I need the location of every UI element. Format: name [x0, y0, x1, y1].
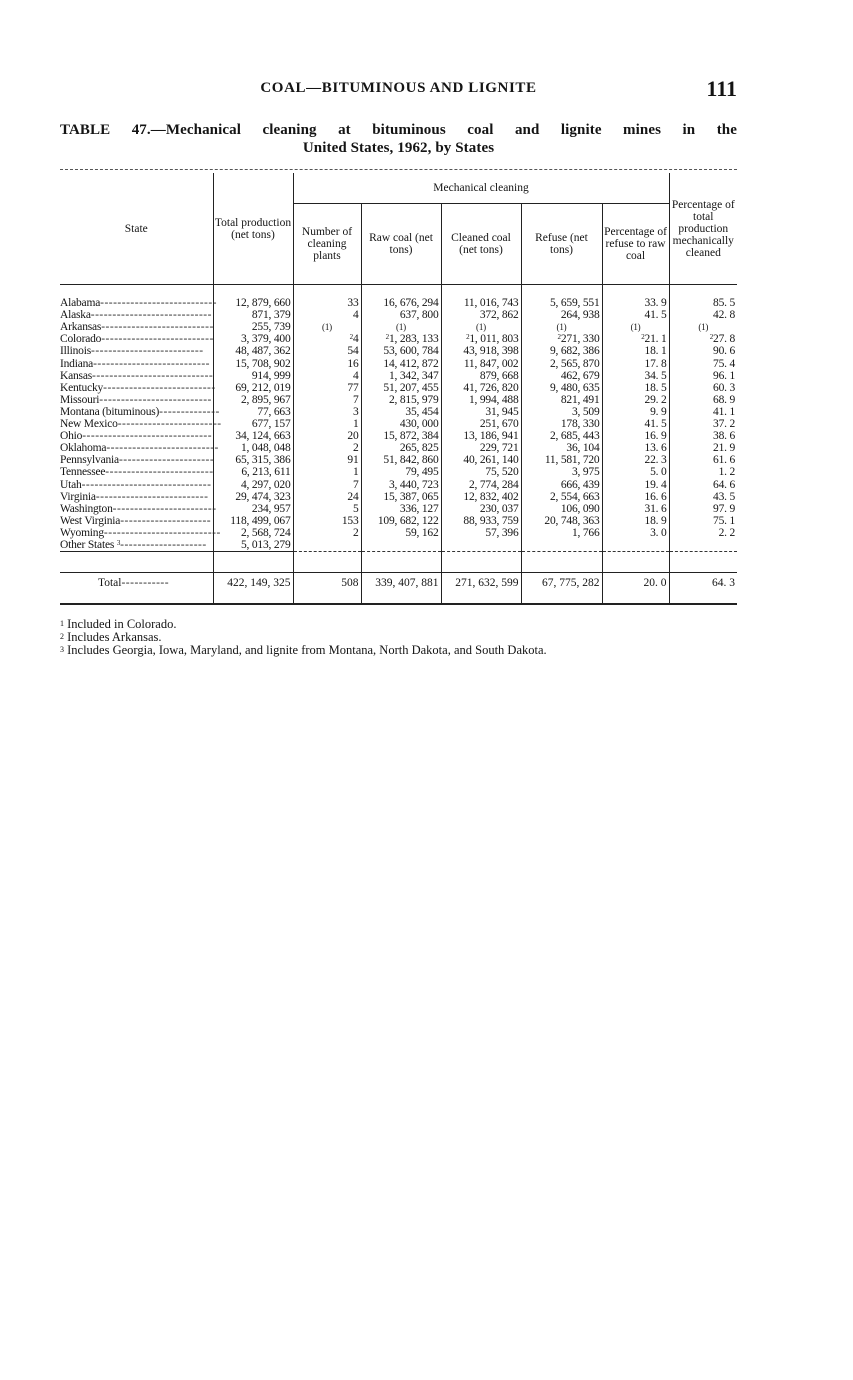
pct-cleaned-cell: $^2$27. 8 — [669, 333, 737, 345]
refuse-cell: $^2$271, 330 — [521, 333, 602, 345]
col-header-raw-coal: Raw coal (net tons) — [361, 204, 441, 285]
state-name: Utah------------------------------ — [60, 478, 212, 491]
table-caption-line-1: TABLE 47.—Mechanical cleaning at bituminous coal and lignite mines in the — [60, 122, 737, 138]
pct-cleaned-cell: 75. 4 — [669, 358, 737, 370]
cleaning-plants-cell: (1) — [293, 321, 361, 333]
cleaning-plants-cell: 16 — [293, 358, 361, 370]
table-row — [60, 515, 737, 527]
cleaning-plants-cell: $^2$4 — [293, 333, 361, 345]
state-name: West Virginia--------------------- — [60, 514, 212, 527]
table-row — [60, 406, 737, 418]
state-name: Ohio------------------------------ — [60, 430, 213, 443]
refuse-pct-cell: (1) — [602, 321, 669, 333]
total-refuse-pct: 20. 0 — [602, 573, 669, 594]
pct-cleaned-cell: 2. 2 — [669, 527, 737, 539]
table-row — [60, 297, 737, 309]
total-production-cell: 5, 013, 279 — [213, 539, 293, 552]
refuse-pct-cell: 41. 5 — [602, 309, 669, 321]
cleaning-plants-cell: 1 — [293, 418, 361, 430]
refuse-pct-cell: 13. 6 — [602, 442, 669, 454]
pct-cleaned-cell: 75. 1 — [669, 515, 737, 527]
state-name: New Mexico------------------------ — [60, 418, 222, 431]
col-header-mechanical-cleaning: Mechanical cleaning — [293, 173, 669, 204]
raw-coal-cell: (1) — [361, 321, 441, 333]
raw-coal-cell: 2, 815, 979 — [361, 394, 441, 406]
footnote-1: $^1$ Included in Colorado. — [60, 617, 177, 631]
cleaning-plants-cell: 91 — [293, 454, 361, 466]
cleaned-coal-cell: 879, 668 — [441, 370, 521, 382]
col-header-cleaning-plants: Number of cleaning plants — [293, 204, 361, 285]
cleaning-plants-cell: 24 — [293, 491, 361, 503]
refuse-pct-cell: 16. 9 — [602, 430, 669, 442]
raw-coal-cell: 336, 127 — [361, 503, 441, 515]
pct-cleaned-cell: 61. 6 — [669, 454, 737, 466]
total-production-cell: 871, 379 — [213, 309, 293, 321]
cleaning-plants-cell: 3 — [293, 406, 361, 418]
table-row — [60, 466, 737, 478]
footnote-2: $^2$ Includes Arkansas. — [60, 630, 162, 644]
refuse-cell: 20, 748, 363 — [521, 515, 602, 527]
total-production-cell: 15, 708, 902 — [213, 358, 293, 370]
cleaned-coal-cell: 75, 520 — [441, 466, 521, 478]
table-row — [60, 382, 737, 394]
pct-cleaned-cell — [669, 539, 737, 552]
pct-cleaned-cell: 1. 2 — [669, 466, 737, 478]
total-production-cell: 69, 212, 019 — [213, 382, 293, 394]
running-title: COAL—BITUMINOUS AND LIGNITE — [260, 80, 537, 96]
cleaning-plants-cell: 33 — [293, 297, 361, 309]
cleaned-coal-cell: $^2$1, 011, 803 — [441, 333, 521, 345]
table-row — [60, 333, 737, 345]
total-label: Total----------- — [60, 573, 213, 594]
table-row — [60, 345, 737, 357]
refuse-cell — [521, 539, 602, 552]
raw-coal-cell: 59, 162 — [361, 527, 441, 539]
refuse-cell: 821, 491 — [521, 394, 602, 406]
refuse-pct-cell: 29. 2 — [602, 394, 669, 406]
refuse-pct-cell: 31. 6 — [602, 503, 669, 515]
table-row — [60, 309, 737, 321]
refuse-pct-cell: 19. 4 — [602, 479, 669, 491]
cleaned-coal-cell: 251, 670 — [441, 418, 521, 430]
state-name: Tennessee------------------------- — [60, 466, 214, 479]
state-name: Washington------------------------ — [60, 502, 217, 515]
table-header — [60, 173, 737, 285]
state-name: Montana (bituminous)-------------- — [60, 405, 220, 418]
total-production-cell: 65, 315, 386 — [213, 454, 293, 466]
cleaned-coal-cell: 1, 994, 488 — [441, 394, 521, 406]
raw-coal-cell: 109, 682, 122 — [361, 515, 441, 527]
state-name: Virginia-------------------------- — [60, 490, 209, 503]
refuse-cell: 106, 090 — [521, 503, 602, 515]
refuse-pct-cell: 18. 5 — [602, 382, 669, 394]
refuse-pct-cell: 33. 9 — [602, 297, 669, 309]
raw-coal-cell: 53, 600, 784 — [361, 345, 441, 357]
state-name: Illinois-------------------------- — [60, 345, 204, 358]
total-production-cell: 2, 895, 967 — [213, 394, 293, 406]
col-header-refuse: Refuse (net tons) — [521, 204, 602, 285]
table-row — [60, 442, 737, 454]
refuse-cell: 2, 685, 443 — [521, 430, 602, 442]
refuse-cell: 5, 659, 551 — [521, 297, 602, 309]
pct-cleaned-cell: (1) — [669, 321, 737, 333]
refuse-pct-cell: 18. 1 — [602, 345, 669, 357]
state-name: Alabama--------------------------- — [60, 297, 218, 310]
cleaning-plants-cell: 20 — [293, 430, 361, 442]
total-production-cell: 255, 739 — [213, 321, 293, 333]
table-total — [60, 552, 737, 605]
raw-coal-cell: 35, 454 — [361, 406, 441, 418]
table-row — [60, 370, 737, 382]
refuse-pct-cell: 5. 0 — [602, 466, 669, 478]
cleaned-coal-cell: 372, 862 — [441, 309, 521, 321]
cleaned-coal-cell: 31, 945 — [441, 406, 521, 418]
col-header-cleaned-coal: Cleaned coal (net tons) — [441, 204, 521, 285]
cleaning-plants-cell: 1 — [293, 466, 361, 478]
state-name: Indiana--------------------------- — [60, 357, 210, 370]
total-production-cell: 118, 499, 067 — [213, 515, 293, 527]
cleaning-plants-cell: 153 — [293, 515, 361, 527]
cleaned-coal-cell: 229, 721 — [441, 442, 521, 454]
refuse-pct-cell: 18. 9 — [602, 515, 669, 527]
state-name: Pennsylvania---------------------- — [60, 454, 215, 467]
pct-cleaned-cell: 41. 1 — [669, 406, 737, 418]
state-name: Alaska---------------------------- — [60, 309, 212, 322]
total-production-cell: 77, 663 — [213, 406, 293, 418]
cleaned-coal-cell: 43, 918, 398 — [441, 345, 521, 357]
mechanical-cleaning-table — [60, 173, 737, 605]
top-rule — [60, 169, 737, 170]
raw-coal-cell: 265, 825 — [361, 442, 441, 454]
table-row — [60, 454, 737, 466]
refuse-cell: 666, 439 — [521, 479, 602, 491]
table-row — [60, 358, 737, 370]
raw-coal-cell: 430, 000 — [361, 418, 441, 430]
pct-cleaned-cell: 97. 9 — [669, 503, 737, 515]
refuse-cell: 3, 975 — [521, 466, 602, 478]
raw-coal-cell: 51, 207, 455 — [361, 382, 441, 394]
table-row — [60, 479, 737, 491]
refuse-pct-cell: 22. 3 — [602, 454, 669, 466]
footnote-3: $^3$ Includes Georgia, Iowa, Maryland, and lignite from Montana, North Dakota, and South Dakota. — [60, 643, 547, 657]
table-row — [60, 503, 737, 515]
total-production-cell: 914, 999 — [213, 370, 293, 382]
total-plants: 508 — [293, 573, 361, 594]
pct-cleaned-cell: 37. 2 — [669, 418, 737, 430]
table-caption-line-2: United States, 1962, by States — [302, 140, 495, 156]
total-production-cell: 677, 157 — [213, 418, 293, 430]
table-row — [60, 527, 737, 539]
col-header-refuse-pct: Percentage of refuse to raw coal — [602, 204, 669, 285]
total-production-cell: 3, 379, 400 — [213, 333, 293, 345]
total-production-cell: 12, 879, 660 — [213, 297, 293, 309]
refuse-cell: 264, 938 — [521, 309, 602, 321]
cleaned-coal-cell: (1) — [441, 321, 521, 333]
refuse-cell: 9, 682, 386 — [521, 345, 602, 357]
refuse-cell: 462, 679 — [521, 370, 602, 382]
pct-cleaned-cell: 60. 3 — [669, 382, 737, 394]
refuse-cell: 2, 565, 870 — [521, 358, 602, 370]
raw-coal-cell: 1, 342, 347 — [361, 370, 441, 382]
raw-coal-cell: 637, 800 — [361, 309, 441, 321]
cleaning-plants-cell: 2 — [293, 527, 361, 539]
total-raw-coal: 339, 407, 881 — [361, 573, 441, 594]
raw-coal-cell: $^2$1, 283, 133 — [361, 333, 441, 345]
total-production-cell: 29, 474, 323 — [213, 491, 293, 503]
state-name: Other States $^3$-------------------- — [60, 538, 207, 551]
state-name: Kansas---------------------------- — [60, 369, 214, 382]
state-name: Arkansas-------------------------- — [60, 321, 214, 334]
cleaned-coal-cell: 12, 832, 402 — [441, 491, 521, 503]
refuse-pct-cell: 9. 9 — [602, 406, 669, 418]
refuse-pct-cell: $^2$21. 1 — [602, 333, 669, 345]
pct-cleaned-cell: 43. 5 — [669, 491, 737, 503]
raw-coal-cell: 3, 440, 723 — [361, 479, 441, 491]
col-header-total-production: Total production (net tons) — [213, 173, 293, 285]
footnotes — [60, 618, 737, 657]
cleaning-plants-cell: 4 — [293, 370, 361, 382]
pct-cleaned-cell: 42. 8 — [669, 309, 737, 321]
cleaned-coal-cell: 13, 186, 941 — [441, 430, 521, 442]
state-name: Missouri-------------------------- — [60, 393, 212, 406]
cleaned-coal-cell: 230, 037 — [441, 503, 521, 515]
raw-coal-cell: 51, 842, 860 — [361, 454, 441, 466]
cleaned-coal-cell: 11, 016, 743 — [441, 297, 521, 309]
refuse-pct-cell: 3. 0 — [602, 527, 669, 539]
total-production-total: 422, 149, 325 — [213, 573, 293, 594]
pct-cleaned-cell: 21. 9 — [669, 442, 737, 454]
state-name: Kentucky-------------------------- — [60, 381, 216, 394]
state-name: Colorado-------------------------- — [60, 333, 214, 346]
cleaned-coal-cell: 2, 774, 284 — [441, 479, 521, 491]
raw-coal-cell — [361, 539, 441, 552]
page-header — [60, 76, 737, 102]
refuse-pct-cell: 17. 8 — [602, 358, 669, 370]
cleaned-coal-cell: 40, 261, 140 — [441, 454, 521, 466]
cleaning-plants-cell: 77 — [293, 382, 361, 394]
table-row — [60, 394, 737, 406]
cleaning-plants-cell: 54 — [293, 345, 361, 357]
pct-cleaned-cell: 38. 6 — [669, 430, 737, 442]
pct-cleaned-cell: 90. 6 — [669, 345, 737, 357]
pct-cleaned-cell: 68. 9 — [669, 394, 737, 406]
refuse-pct-cell — [602, 539, 669, 552]
cleaned-coal-cell: 41, 726, 820 — [441, 382, 521, 394]
refuse-cell: 3, 509 — [521, 406, 602, 418]
cleaned-coal-cell: 57, 396 — [441, 527, 521, 539]
table-row — [60, 430, 737, 442]
table-caption — [60, 121, 737, 157]
refuse-pct-cell: 16. 6 — [602, 491, 669, 503]
cleaning-plants-cell: 4 — [293, 309, 361, 321]
table-body — [60, 285, 737, 552]
total-production-cell: 234, 957 — [213, 503, 293, 515]
table-row — [60, 491, 737, 503]
total-cleaned-coal: 271, 632, 599 — [441, 573, 521, 594]
refuse-pct-cell: 34. 5 — [602, 370, 669, 382]
total-production-cell: 6, 213, 611 — [213, 466, 293, 478]
pct-cleaned-cell: 64. 6 — [669, 479, 737, 491]
refuse-cell: 9, 480, 635 — [521, 382, 602, 394]
refuse-cell: 178, 330 — [521, 418, 602, 430]
total-row — [60, 573, 737, 594]
refuse-cell: (1) — [521, 321, 602, 333]
table-row — [60, 321, 737, 333]
cleaning-plants-cell — [293, 539, 361, 552]
raw-coal-cell: 16, 676, 294 — [361, 297, 441, 309]
raw-coal-cell: 15, 872, 384 — [361, 430, 441, 442]
page-number: 111 — [706, 76, 737, 101]
refuse-cell: 36, 104 — [521, 442, 602, 454]
cleaned-coal-cell: 11, 847, 002 — [441, 358, 521, 370]
total-production-cell: 4, 297, 020 — [213, 479, 293, 491]
refuse-pct-cell: 41. 5 — [602, 418, 669, 430]
table-row — [60, 539, 737, 552]
refuse-cell: 11, 581, 720 — [521, 454, 602, 466]
raw-coal-cell: 14, 412, 872 — [361, 358, 441, 370]
total-pct-cleaned: 64. 3 — [669, 573, 737, 594]
total-refuse: 67, 775, 282 — [521, 573, 602, 594]
cleaning-plants-cell: 2 — [293, 442, 361, 454]
total-production-cell: 34, 124, 663 — [213, 430, 293, 442]
cleaning-plants-cell: 7 — [293, 394, 361, 406]
raw-coal-cell: 15, 387, 065 — [361, 491, 441, 503]
pct-cleaned-cell: 85. 5 — [669, 297, 737, 309]
cleaning-plants-cell: 7 — [293, 479, 361, 491]
refuse-cell: 2, 554, 663 — [521, 491, 602, 503]
total-production-cell: 2, 568, 724 — [213, 527, 293, 539]
raw-coal-cell: 79, 495 — [361, 466, 441, 478]
table-row — [60, 418, 737, 430]
state-name: Oklahoma-------------------------- — [60, 442, 219, 455]
cleaned-coal-cell: 88, 933, 759 — [441, 515, 521, 527]
cleaned-coal-cell — [441, 539, 521, 552]
col-header-pct-cleaned: Percentage of total production mechanically cleaned — [669, 173, 737, 285]
pct-cleaned-cell: 96. 1 — [669, 370, 737, 382]
state-name: Wyoming--------------------------- — [60, 526, 221, 539]
cleaning-plants-cell: 5 — [293, 503, 361, 515]
refuse-cell: 1, 766 — [521, 527, 602, 539]
total-production-cell: 1, 048, 048 — [213, 442, 293, 454]
total-production-cell: 48, 487, 362 — [213, 345, 293, 357]
col-header-state: State — [124, 222, 148, 235]
